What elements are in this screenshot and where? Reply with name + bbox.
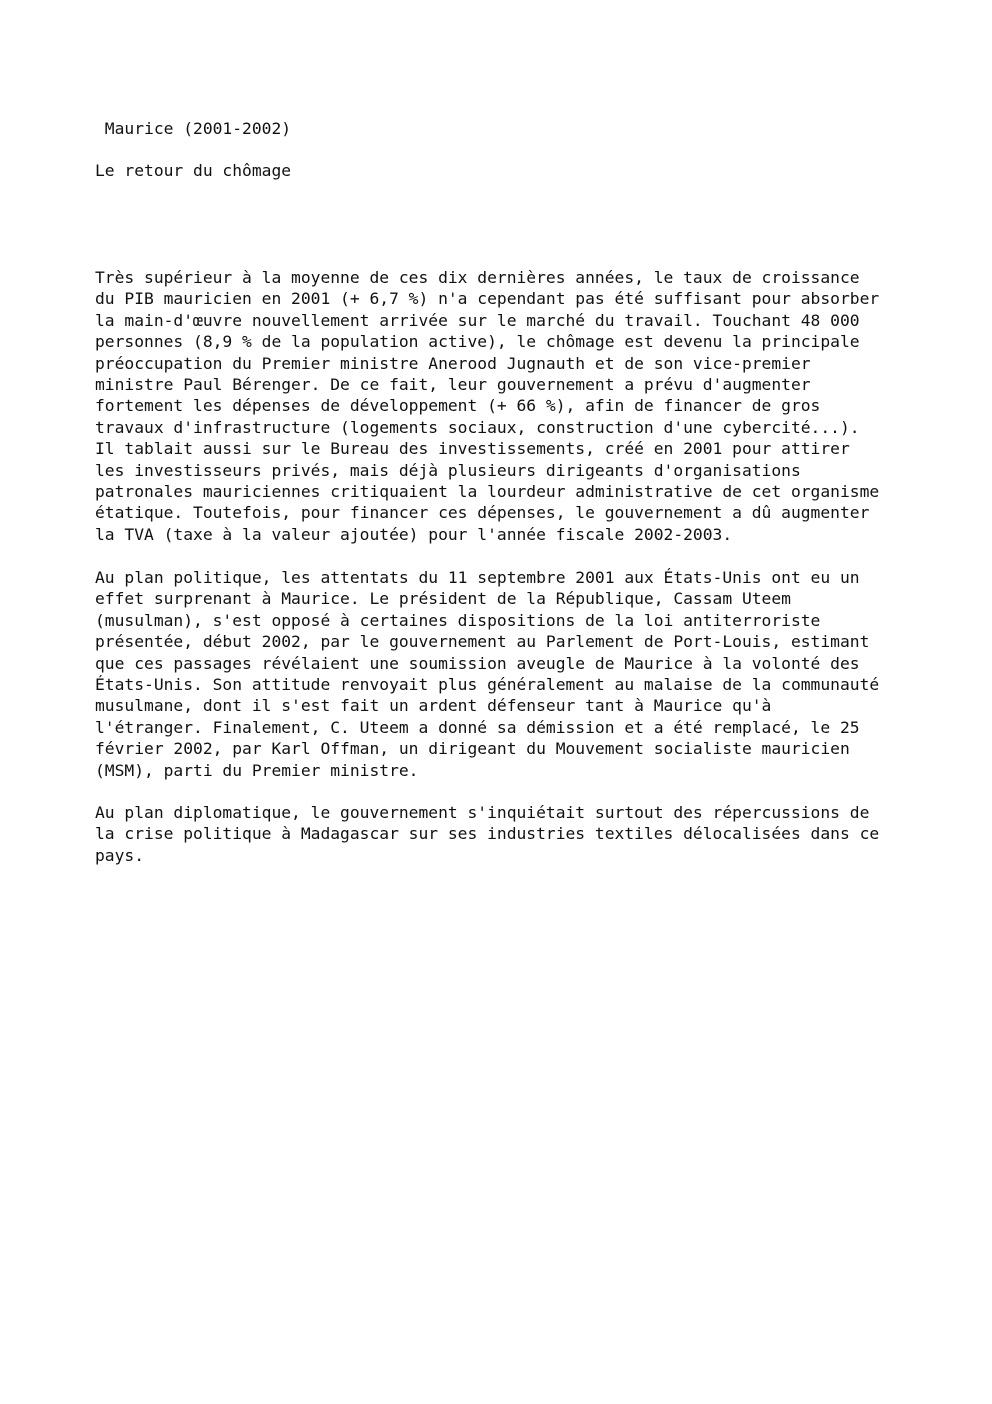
paragraph-line: du PIB mauricien en 2001 (+ 6,7 %) n'a cependant pas été suffisant pour absorber [95,289,880,309]
paragraph-line: étatique. Toutefois, pour financer ces dépenses, le gouvernement a dû augmenter [95,503,870,523]
paragraph-politics [95,567,879,781]
paragraph-line: la crise politique à Madagascar sur ses industries textiles délocalisées dans ce [95,824,880,844]
paragraph-line: préoccupation du Premier ministre Anerood Jugnauth et de son vice-premier [95,353,811,373]
paragraph-line: pays. [95,845,145,865]
paragraph-line: fortement les dépenses de développement (+ 66 %), afin de financer de gros [95,396,821,416]
paragraph-line: États-Unis. Son attitude renvoyait plus généralement au malaise de la communauté [95,675,880,695]
paragraph-line: Il tablait aussi sur le Bureau des investissements, créé en 2001 pour attirer [95,439,850,459]
paragraph-line: effet surprenant à Maurice. Le président de la République, Cassam Uteem [95,589,791,609]
paragraph-line: Au plan diplomatique, le gouvernement s'inquiétait surtout des répercussions de [95,803,870,822]
paragraph-line: travaux d'infrastructure (logements sociaux, construction d'une cybercité...). [95,417,860,437]
paragraph-diplomacy [95,802,879,866]
paragraph-line: (MSM), parti du Premier ministre. [95,760,419,780]
paragraph-line: personnes (8,9 % de la population active), le chômage est devenu la principale [95,332,860,352]
paragraph-line: que ces passages révélaient une soumission aveugle de Maurice à la volonté des [95,653,860,673]
paragraph-economy [95,267,879,545]
paragraph-line: la TVA (taxe à la valeur ajoutée) pour l'année fiscale 2002-2003. [95,524,733,544]
paragraph-line: l'étranger. Finalement, C. Uteem a donné sa démission et a été remplacé, le 25 [95,717,860,737]
document-subtitle: Le retour du chômage [95,161,292,180]
paragraph-line: Au plan politique, les attentats du 11 septembre 2001 aux États-Unis ont eu un [95,568,860,587]
paragraph-line: ministre Paul Bérenger. De ce fait, leur gouvernement a prévu d'augmenter [95,375,811,395]
paragraph-line: (musulman), s'est opposé à certaines dispositions de la loi antiterroriste [95,610,821,630]
document-title: Maurice (2001-2002) [95,119,292,138]
paragraph-line: patronales mauriciennes critiquaient la lourdeur administrative de cet organisme [95,482,880,502]
paragraph-line: présentée, début 2002, par le gouvernement au Parlement de Port-Louis, estimant [95,632,870,652]
paragraph-line: la main-d'œuvre nouvellement arrivée sur le marché du travail. Touchant 48 000 [95,310,860,330]
paragraph-line: février 2002, par Karl Offman, un dirigeant du Mouvement socialiste mauricien [95,739,850,759]
paragraph-line: Très supérieur à la moyenne de ces dix dernières années, le taux de croissance [95,268,860,287]
paragraph-line: musulmane, dont il s'est fait un ardent défenseur tant à Maurice qu'à [95,696,772,716]
paragraph-line: les investisseurs privés, mais déjà plusieurs dirigeants d'organisations [95,460,801,480]
